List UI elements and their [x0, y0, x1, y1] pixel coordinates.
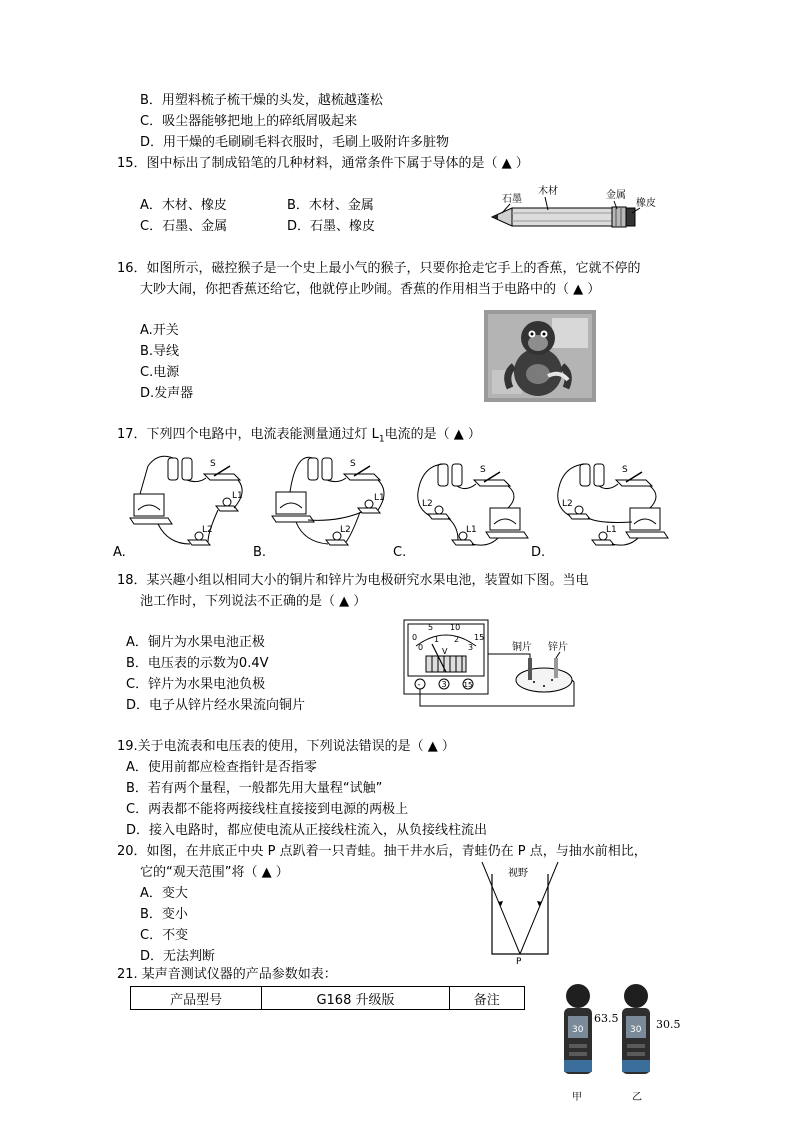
table-cell-model-value: G168 升级版: [262, 987, 449, 1010]
q17-label-d: D.: [531, 545, 546, 560]
q15-option-c: C．石墨、金属: [140, 219, 228, 234]
q21-stem: 21. 某声音测试仪器的产品参数如表：: [117, 967, 337, 982]
q17-stem: [117, 426, 481, 449]
q19-option-c: C．两表都不能将两接线柱直接接到电源的两极上: [126, 802, 409, 817]
q19-option-b: B．若有两个量程，一般都先用大量程“试触”: [126, 781, 383, 796]
circuit-a-switch-label: S: [210, 459, 216, 469]
voltmeter-scale-bottom-1: 1: [434, 635, 440, 644]
q18-stem-line2: 池工作时，下列说法不正确的是（ ▲ ）: [140, 594, 367, 609]
q20-stem-line2: 它的“观天范围”将（ ▲ ）: [140, 865, 289, 880]
circuit-b-l2-label: L2: [340, 525, 351, 535]
voltmeter-scale-top-0: 0: [412, 633, 418, 642]
monkey-photo: [484, 310, 596, 402]
well-frog-figure: [476, 860, 566, 966]
circuit-a: [128, 452, 256, 552]
pencil-label-metal: 金属: [606, 190, 626, 201]
voltmeter-terminal-minus: -: [417, 680, 421, 689]
q17-label-a: A.: [113, 545, 126, 560]
q15-option-d: D．石墨、橡皮: [287, 219, 376, 234]
circuit-b-l1-label: L1: [374, 493, 385, 503]
voltmeter-v-label: V: [442, 647, 448, 656]
meter-right-label: 乙: [632, 1092, 642, 1103]
q19-option-d: D．接入电路时，都应使电流从正接线柱流入，从负接线柱流出: [126, 823, 488, 838]
fruit-battery-figure: [398, 616, 578, 710]
q17-stem-sub: 1: [378, 434, 385, 445]
circuit-c-switch-label: S: [480, 465, 486, 475]
q19-option-a: A．使用前都应检查指针是否指零: [126, 760, 317, 775]
circuit-d-l2-label: L2: [562, 499, 573, 509]
circuit-d-l1-label: L1: [606, 525, 617, 535]
voltmeter-scale-top-15: 15: [474, 633, 485, 642]
q17-label-b: B.: [253, 545, 267, 560]
circuit-d-switch-label: S: [622, 465, 628, 475]
q18-stem-line1: 18．某兴趣小组以相同大小的铜片和锌片为电极研究水果电池，装置如下图。当电: [117, 573, 589, 588]
q16-option-c: C.电源: [140, 365, 180, 380]
q20-option-a: A．变大: [140, 886, 188, 901]
voltmeter-scale-bottom-2: 2: [454, 635, 460, 644]
voltmeter-scale-bottom-3: 3: [468, 643, 474, 652]
circuit-b-switch-label: S: [350, 459, 356, 469]
voltmeter-terminal-15: 15: [463, 681, 473, 689]
q15-stem: 15．图中标出了制成铅笔的几种材料，通常条件下属于导体的是（ ▲ ）: [117, 156, 529, 171]
meter-left-label: 甲: [572, 1092, 582, 1103]
pencil-figure: [490, 180, 660, 240]
zinc-plate-label: 锌片: [548, 642, 568, 653]
q20-option-c: C．不变: [140, 928, 189, 943]
q18-option-b: B．电压表的示数为0.4V: [126, 656, 269, 671]
q17-stem-pre: 17．下列四个电路中，电流表能测量通过灯 L: [117, 427, 379, 442]
q14-option-d: D．用干燥的毛刷刷毛料衣服时，毛刷上吸附许多脏物: [140, 135, 450, 150]
voltmeter-scale-bottom-0: 0: [418, 643, 424, 652]
q14-option-c: C．吸尘器能够把地上的碎纸屑吸起来: [140, 114, 358, 129]
q20-stem-line1: 20．如图，在井底正中央 P 点趴着一只青蛙。抽干井水后，青蛙仍在 P 点，与抽水前相比，: [117, 844, 647, 859]
table-cell-note-header: 备注: [449, 987, 524, 1010]
q18-option-a: A．铜片为水果电池正极: [126, 635, 265, 650]
q18-option-d: D．电子从锌片经水果流向铜片: [126, 698, 306, 713]
q16-stem-line1: 16．如图所示，磁控猴子是一个史上最小气的猴子，只要你抢走它手上的香蕉，它就不停的: [117, 261, 641, 276]
q18-option-c: C．锌片为水果电池负极: [126, 677, 266, 692]
well-view-label: 视野: [508, 868, 528, 879]
pencil-label-wood: 木材: [538, 186, 558, 197]
well-point-p-label: P: [516, 957, 522, 966]
q20-option-d: D．无法判断: [140, 949, 216, 964]
meter-right-screen-value: 30: [630, 1025, 642, 1035]
table-row: [131, 987, 525, 1010]
meter-left-reading: 63.5: [594, 1012, 619, 1025]
q16-stem-line2: 大吵大闹，你把香蕉还给它，他就停止吵闹。香蕉的作用相当于电路中的（ ▲ ）: [140, 282, 601, 297]
circuit-c-l1-label: L1: [466, 525, 477, 535]
q17-stem-post: 电流的是（ ▲ ）: [384, 427, 481, 442]
circuit-b: [268, 452, 396, 552]
q15-option-a: A．木材、橡皮: [140, 198, 227, 213]
pencil-label-eraser: 橡皮: [636, 198, 656, 209]
q16-option-d: D.发声器: [140, 386, 194, 401]
circuit-c: [408, 452, 536, 552]
voltmeter-scale-top-5: 5: [428, 623, 434, 632]
circuit-d: [546, 452, 674, 552]
q14-option-b: B．用塑料梳子梳干燥的头发，越梳越蓬松: [140, 93, 383, 108]
q19-stem: 19.关于电流表和电压表的使用，下列说法错误的是（ ▲ ）: [117, 739, 455, 754]
q16-option-b: B.导线: [140, 344, 180, 359]
product-spec-table: [130, 986, 525, 1010]
circuit-a-l2-label: L2: [202, 525, 213, 535]
meter-left-screen-value: 30: [572, 1025, 584, 1035]
q20-option-b: B．变小: [140, 907, 188, 922]
circuit-a-l1-label: L1: [232, 491, 243, 501]
meter-right-reading: 30.5: [656, 1018, 681, 1031]
q16-option-a: A.开关: [140, 323, 179, 338]
voltmeter-scale-top-10: 10: [450, 623, 461, 632]
sound-meter-figure: [556, 982, 696, 1104]
q15-option-b: B．木材、金属: [287, 198, 374, 213]
table-cell-model-header: 产品型号: [131, 987, 262, 1010]
pencil-label-graphite: 石墨: [502, 194, 522, 205]
q17-label-c: C.: [393, 545, 407, 560]
voltmeter-terminal-3: 3: [441, 680, 447, 689]
circuit-c-l2-label: L2: [422, 499, 433, 509]
copper-plate-label: 铜片: [512, 642, 532, 653]
